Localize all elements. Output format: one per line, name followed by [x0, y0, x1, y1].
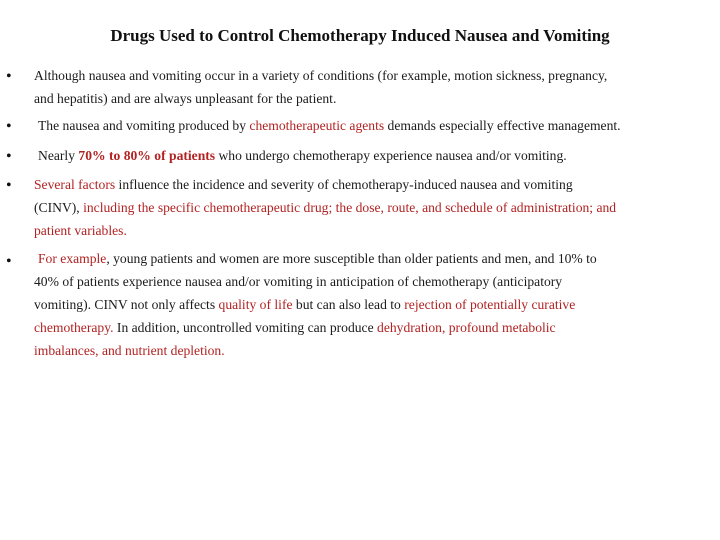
slide-title: Drugs Used to Control Chemotherapy Induced Nausea and Vomiting	[110, 26, 610, 45]
bullet-4-highlight-a: Several factors	[34, 177, 116, 192]
bullet-5-highlight-d: chemotherapy.	[34, 320, 114, 335]
bullet-marker: •	[6, 118, 12, 135]
bullet-2-highlight: chemotherapeutic agents	[249, 118, 385, 133]
bullet-2-text-a: The nausea and vomiting produced by	[38, 118, 250, 133]
bullet-5-highlight-a: For example	[38, 251, 107, 266]
bullet-4-highlight-c: patient variables.	[34, 223, 127, 238]
bullet-3-highlight: 70% to 80% of patients	[78, 148, 216, 163]
bullet-5-highlight-f: imbalances, and nutrient depletion.	[34, 343, 225, 358]
bullet-5-text-d: but can also lead to	[292, 297, 405, 312]
bullet-4-text-a: influence the incidence and severity of chemotherapy-induced nausea and vomiting	[115, 177, 573, 192]
bullet-4-highlight-b: including the specific chemotherapeutic drug; the dose, route, and schedule of administration; and	[83, 200, 617, 215]
bullet-marker: •	[6, 68, 12, 85]
bullet-5-text-e: In addition, uncontrolled vomiting can produce	[113, 320, 378, 335]
bullet-5-text-b: 40% of patients experience nausea and/or vomiting in anticipation of chemotherapy (anticipatory	[34, 274, 563, 289]
bullet-5-highlight-e: dehydration, profound metabolic	[377, 320, 556, 335]
bullet-5-text	[34, 247, 720, 362]
bullet-5-highlight-b: quality of life	[218, 297, 293, 312]
bullet-4-text	[34, 173, 720, 242]
bullet-marker: •	[6, 177, 12, 194]
bullet-5-highlight-c: rejection of potentially curative	[404, 297, 576, 312]
bullet-marker: •	[6, 148, 12, 165]
bullet-3-text-a: Nearly	[38, 148, 79, 163]
bullet-2-text-b: demands especially effective management.	[384, 118, 621, 133]
bullet-3-text-b: who undergo chemotherapy experience nausea and/or vomiting.	[215, 148, 567, 163]
bullet-1-line-2: and hepatitis) and are always unpleasant for the patient.	[34, 91, 337, 106]
bullet-1-text	[34, 64, 720, 110]
bullet-3-text	[38, 144, 720, 167]
bullet-5-text-a: , young patients and women are more susceptible than older patients and men, and 10% to	[106, 251, 597, 266]
bullet-1-line-1: Although nausea and vomiting occur in a variety of conditions (for example, motion sickness, pregnancy,	[34, 68, 608, 83]
bullet-4-text-b: (CINV),	[34, 200, 84, 215]
bullet-marker: •	[6, 253, 12, 270]
bullet-5-text-c: vomiting). CINV not only affects	[34, 297, 219, 312]
bullet-2-text	[38, 114, 720, 137]
